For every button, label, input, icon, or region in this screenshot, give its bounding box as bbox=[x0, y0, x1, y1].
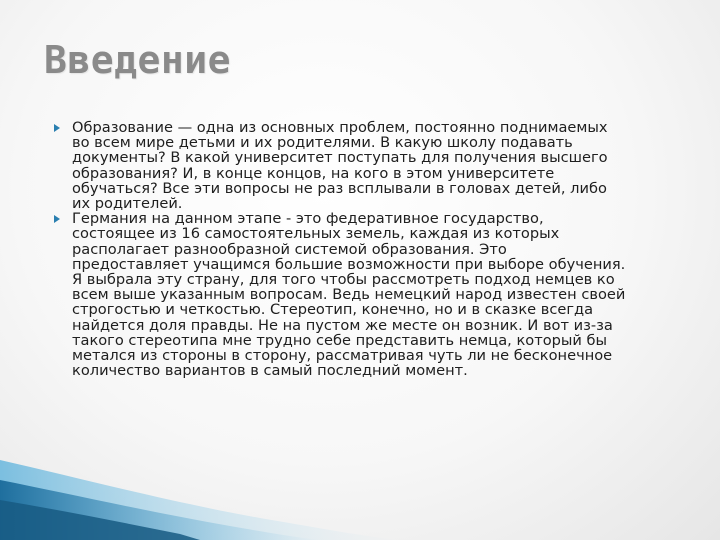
bullet-item bbox=[54, 211, 684, 378]
bullet-item bbox=[54, 120, 684, 211]
bullet-text: Германия на данном этапе - это федеративное государство, состоящее из 16 самостоятельных земель, каждая из которых располагает разнообразной системой образования. Это предоставляет учащимся большие возможности при выборе обучения. Я выбрала эту страну, для того чтобы рассмотреть подход немцев ко всем выше указанным вопросам. Ведь немецкий народ известен своей строгостью и четкостью. Стереотип, конечно, но и в сказке всегда найдется доля правды. Не на пустом же месте он возник. И вот из-за такого стереотипа мне трудно себе представить немца, который бы метался из стороны в сторону, рассматривая чуть ли не бесконечное количество вариантов в самый последний момент. bbox=[72, 210, 626, 380]
decorative-wave bbox=[0, 450, 720, 540]
triangle-bullet-icon bbox=[54, 215, 60, 223]
slide-title: Введение bbox=[44, 38, 232, 82]
bullet-text: Образование — одна из основных проблем, постоянно поднимаемых во всем мире детьми и их родителями. В какую школу подавать документы? В какой университет поступать для получения высшего образования? И, в конце концов, на кого в этом университете обучаться? Все эти вопросы не раз всплывали в головах детей, либо их родителей. bbox=[72, 119, 608, 213]
triangle-bullet-icon bbox=[54, 124, 60, 132]
bullet-list bbox=[54, 120, 684, 378]
